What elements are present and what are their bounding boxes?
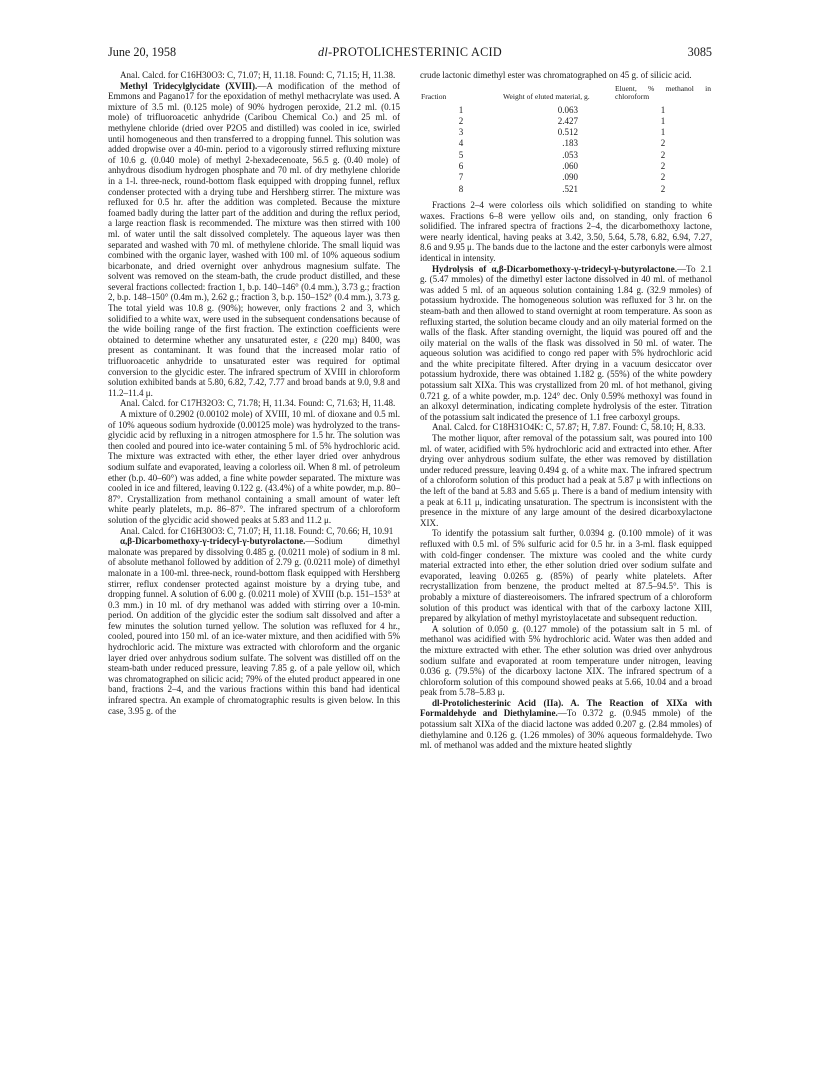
section-heading: α,β-Dicarbomethoxy-γ-tridecyl-γ-butyrolactone. xyxy=(120,536,306,547)
table-cell: 5 xyxy=(458,149,464,160)
fractions-paragraph: Fractions 2–4 were colorless oils which solidified on standing to white waxes. Fractions 6–8 were yellow oils and, on standing, only fraction 6 solidified. The infrared spectra of fractions 2–4, the dicarbomethoxy lactone, were nearly identical, having peaks at 3.42, 3.50, 5.64, 5.78, 6.82, 6.94, 7.27, 8.6 and 9.95 μ. The bands due to the lactone and the ester carbonyls were almost identical in intensity. xyxy=(420,199,712,263)
table-cell: 2 xyxy=(458,115,464,126)
paragraph-body: —To 0.372 g. (0.945 mmole) of the potassium salt XIXa of the diacid lactone was added 0.207 g. (2.84 mmoles) of diethylamine and 0.126 g. (1.26 mmoles) of 30% aqueous formaldehyde. Two ml. of methanol was added and the mixture heated slightly xyxy=(420,708,712,751)
glycidate-paragraph xyxy=(108,81,400,399)
table-header-row xyxy=(420,84,712,105)
table-cell: .183 xyxy=(562,138,578,149)
table-cell: 2 xyxy=(660,172,666,183)
paragraph-body: —Sodium dimethyl malonate was prepared by dissolving 0.485 g. (0.0211 mole) of sodium in 8 ml. of absolute methanol followed by addition of 2.79 g. (0.0211 mole) of dimethyl malonate in a 100-ml. three-neck, round-bottom flask equipped with Hershberg stirrer, reflux condenser protected against moisture by a drying tube, and dropping funnel. A solution of 6.00 g. (0.0211 mole) of XVIII (b.p. 151–153° at 0.3 mm.) in 10 ml. of dry methanol was added with stirring over a 10-min. period. On addition of the glycidic ester the sodium salt dissolved and after a few minutes the solution turned yellow. The solution was refluxed for 4 hr., cooled, poured into 150 ml. of an ice-water mixture, and then acidified with 5% hydrochloric acid. The mixture was extracted with chloroform and the organic layer dried over anhydrous sodium sulfate. The solvent was distilled off on the steam-bath under reduced pressure, leaving 7.85 g. of a pale yellow oil, which was chromatographed on silicic acid; 79% of the eluted product appeared in one band, fractions 2–4, and the various fractions within this band had identical infrared spectra. An example of chromatographic results is given below. In this case, 3.95 g. of the xyxy=(108,536,400,716)
table-cell: 2 xyxy=(660,149,666,160)
column-header: Weight of eluted material, g. xyxy=(503,92,590,102)
table-cell: 2 xyxy=(660,161,666,172)
section-heading: dl-Protolichesterinic Acid (IIa). A. The Reaction of XIXa with Formaldehyde and Diethylamine. xyxy=(420,697,712,719)
section-heading: Methyl Tridecylglycidate (XVIII). xyxy=(120,80,258,91)
table-cell: 3 xyxy=(458,127,464,138)
lactone-paragraph xyxy=(108,536,400,716)
table-cell: 1 xyxy=(458,104,464,115)
paragraph-body: —A modification of the method of Emmons and Pagano17 for the epoxidation of methyl methacrylate was used. A mixture of 3.5 ml. (0.125 mole) of 90% hydrogen peroxide, 21.2 ml. (0.15 mole) of trifluoroacetic anhydride (Caribou Chemical Co.) and 25 ml. of methylene chloride (dried over P2O5 and distilled) was cooled in ice, swirled until homogeneous and then transferred to a dropping funnel. This solution was added dropwise over a 40-min. period to a vigorously stirred refluxing mixture of 10.6 g. (0.040 mole) of methyl 2-hexadecenoate, 56.5 g. (0.40 mole) of anhydrous disodium hydrogen phosphate and 70 ml. of dry methylene chloride in a 1-l. three-neck, round-bottom flask equipped with dropping funnel, reflux condenser protected with a drying tube and Hershberg stirrer. The mixture was refluxed for 0.5 hr. after the addition was completed. Because the mixture foamed badly during the latter part of the addition and during the reflux period, a large reaction flask is recommended. The mixture was then stirred with 100 ml. of water until the salt dissolved completely. The aqueous layer was then separated and washed with 70 ml. of methylene chloride. The small liquid was combined with the organic layer, washed with 100 ml. of 10% aqueous sodium bicarbonate, and dried overnight over anhydrous magnesium sulfate. The solvent was removed on the steam-bath, the crude product distilled, and these several fractions collected: fraction 1, b.p. 140–146° (0.4 mm.), 3.73 g.; fraction 2, b.p. 148–150° (0.4m m.), 2.62 g.; fraction 3, b.p. 150–152° (0.4 mm.), 3.73 g. The total yield was 10.8 g. (90%); however, only fractions 2 and 3, which solidified to a white wax, were used in the subsequent condensations because of the wide boiling range of the first fraction. The extinction coefficients were obtained to determine whether any unsaturated ester, ε (220 mμ) 8400, was present as contaminant. It was found that the increased molar ratio of trifluoroacetic anhydride to unsaturated ester was required for optimal conversion to the glycidic ester. The infrared spectrum of XVIII in chloroform solution exhibited bands at 5.80, 6.82, 7.42, 7.77 and broad bands at 9.0, 9.8 and 11.2–11.4 μ. xyxy=(108,80,400,398)
page-number: 3085 xyxy=(687,45,712,59)
running-header xyxy=(108,45,712,61)
column-header: Eluent, % methanol in chloroform xyxy=(615,83,711,102)
table-cell: 0.063 xyxy=(557,104,578,115)
header-title-rest: -PROTOLICHESTERINIC ACID xyxy=(328,45,502,59)
table-cell: 8 xyxy=(458,183,464,194)
table-row xyxy=(420,127,712,138)
analysis-paragraph: Anal. Calcd. for C18H31O4K: C, 57.87; H, 7.87. Found: C, 58.10; H, 8.33. xyxy=(432,422,706,433)
header-date: June 20, 1958 xyxy=(108,45,177,59)
table-row xyxy=(420,138,712,149)
table-cell: 7 xyxy=(458,172,464,183)
column-header: Fraction xyxy=(421,92,447,102)
hydrolysis-paragraph: A mixture of 0.2902 (0.00102 mole) of XVIII, 10 ml. of dioxane and 0.5 ml. of 10% aqueous sodium hydroxide (0.00125 mole) was hydrolyzed to the trans-glycidic acid by refluxing in a nitrogen atmosphere for 1.5 hr. The solution was then cooled and poured into ice-water containing 5 ml. of 5% hydrochloric acid. The mixture was extracted with ether, the ether layer dried over anhydrous sodium sulfate and evaporated, leaving a colorless oil. When 8 ml. of petroleum ether (b.p. 40–60°) was added, a fine white powder separated. The mixture was cooled in ice and filtered, leaving 0.122 g. (43.4%) of a white powder, m.p. 80–87°. Crystallization from methanol containing a small amount of water left white pearly platelets, m.p. 86–87°. The infrared spectrum of a chloroform solution of the glycidic acid showed peaks at 5.83 and 11.2 μ. xyxy=(108,409,400,525)
table-cell: 1 xyxy=(660,115,666,126)
continuation-paragraph: crude lactonic dimethyl ester was chromatographed on 45 g. of silicic acid. xyxy=(420,70,692,80)
table-cell: 0.512 xyxy=(557,127,578,138)
table-cell: 2.427 xyxy=(557,115,578,126)
right-column xyxy=(420,70,712,751)
left-column xyxy=(108,70,400,716)
chromatography-table xyxy=(420,84,712,195)
table-cell: .521 xyxy=(562,183,578,194)
identify-salt-paragraph: To identify the potassium salt further, 0.0394 g. (0.100 mmole) of it was refluxed with 0.5 ml. of 5% sulfuric acid for 0.5 hr. in a 3-ml. flask equipped with cold-finger condenser. The mixture was cooled and the white curdy material extracted into ether, the ether solution dried over sodium sulfate and evaporated, leaving 0.0265 g. (85%) of pearly white platelets. After recrystallization from benzene, the product melted at 87.5–94.5°. This is probably a mixture of diastereoisomers. The infrared spectrum of a chloroform solution of this product was identical with that of the carboxy lactone XIII, prepared by alkylation of methyl myristoylacetate and subsequent reduction. xyxy=(420,528,712,624)
table-row xyxy=(420,172,712,183)
table-row xyxy=(420,161,712,172)
table-row xyxy=(420,116,712,127)
table-row xyxy=(420,184,712,195)
analysis-paragraph: Anal. Calcd. for C16H30O3: C, 71.07; H, 11.18. Found: C, 71.15; H, 11.38. xyxy=(120,70,396,80)
paragraph-body: —To 2.1 g. (5.47 mmoles) of the dimethyl ester lactone dissolved in 40 ml. of methanol was added 5 ml. of an aqueous solution containing 1.84 g. (32.9 mmoles) of potassium hydroxide. The homogeneous solution was refluxed for 3 hr. on the steam-bath and then allowed to stand overnight at room temperature. As soon as refluxing started, the solution became cloudy and an oily material formed on the walls of the flask. After standing overnight, the liquid was poured off and the oily material on the walls of the flask was dissolved in 50 ml. of water. The aqueous solution was acidified to congo red paper with 5% hydrochloric acid and the white precipitate filtered. After drying in a vacuum desiccator over potassium hydroxide, there was obtained 1.182 g. (55%) of the white powdery potassium salt XIXa. This was crystallized from 20 ml. of hot methanol, giving 0.721 g. of a white powder, m.p. 124° dec. Only 0.59% methoxyl was found in an alkoxyl determination, indicating complete hydrolysis of the ester. Titration of the potassium salt indicated the presence of 1.1 free carboxyl groups. xyxy=(420,263,712,422)
header-title-prefix: dl xyxy=(318,45,329,59)
analysis-paragraph: Anal. Calcd. for C17H32O3: C, 71.78; H, 11.34. Found: C, 71.63; H, 11.48. xyxy=(120,398,396,409)
table-cell: 6 xyxy=(458,161,464,172)
table-cell: .053 xyxy=(562,149,578,160)
dicarboxy-paragraph: A solution of 0.050 g. (0.127 mmole) of the potassium salt in 5 ml. of methanol was acidified with 5% hydrochloric acid. Water was then added and the mixture extracted with ether. The ether solution was dried over anhydrous sodium sulfate and evaporated at room temperature under nitrogen, leaving 0.036 g. (79.5%) of the dicarboxy lactone XIX. The infrared spectrum of a chloroform solution of this compound showed peaks at 5.66, 10.04 and a broad peak from 5.78–5.83 μ. xyxy=(420,623,712,698)
protolichesterinic-paragraph xyxy=(420,698,712,751)
table-cell: 1 xyxy=(660,127,666,138)
analysis-paragraph: Anal. Calcd. for C16H30O3: C, 71.07; H, 11.18. Found: C, 70.66; H, 10.91 xyxy=(120,525,394,536)
table-cell: 4 xyxy=(458,138,464,149)
table-row xyxy=(420,150,712,161)
table-cell: 1 xyxy=(660,104,666,115)
section-heading: Hydrolysis of α,β-Dicarbomethoxy-γ-tridecyl-γ-butyrolactone. xyxy=(432,263,677,274)
mother-liquor-paragraph: The mother liquor, after removal of the potassium salt, was poured into 100 ml. of water, acidified with 5% hydrochloric acid and extracted into ether. After drying over anhydrous sodium sulfate, the ether was removed by distillation under reduced pressure, leaving 0.494 g. of a white max. The infrared spectrum of a chloroform solution of this product had a peak at 5.87 μ with inflections on the left of the band at 5.83 and 5.65 μ. There is a band of medium intensity with a peak at 6.11 μ, indicating unsaturation. The spectrum is inconsistent with the presence in the mixture of any large amount of the desired dicarboxylactone XIX. xyxy=(420,433,712,528)
header-title xyxy=(108,45,712,60)
table-cell: 2 xyxy=(660,138,666,149)
table-cell: 2 xyxy=(660,183,666,194)
table-row xyxy=(420,105,712,116)
table-cell: .060 xyxy=(562,161,578,172)
table-cell: .090 xyxy=(562,172,578,183)
hydrolysis-lactone-paragraph xyxy=(420,264,712,423)
